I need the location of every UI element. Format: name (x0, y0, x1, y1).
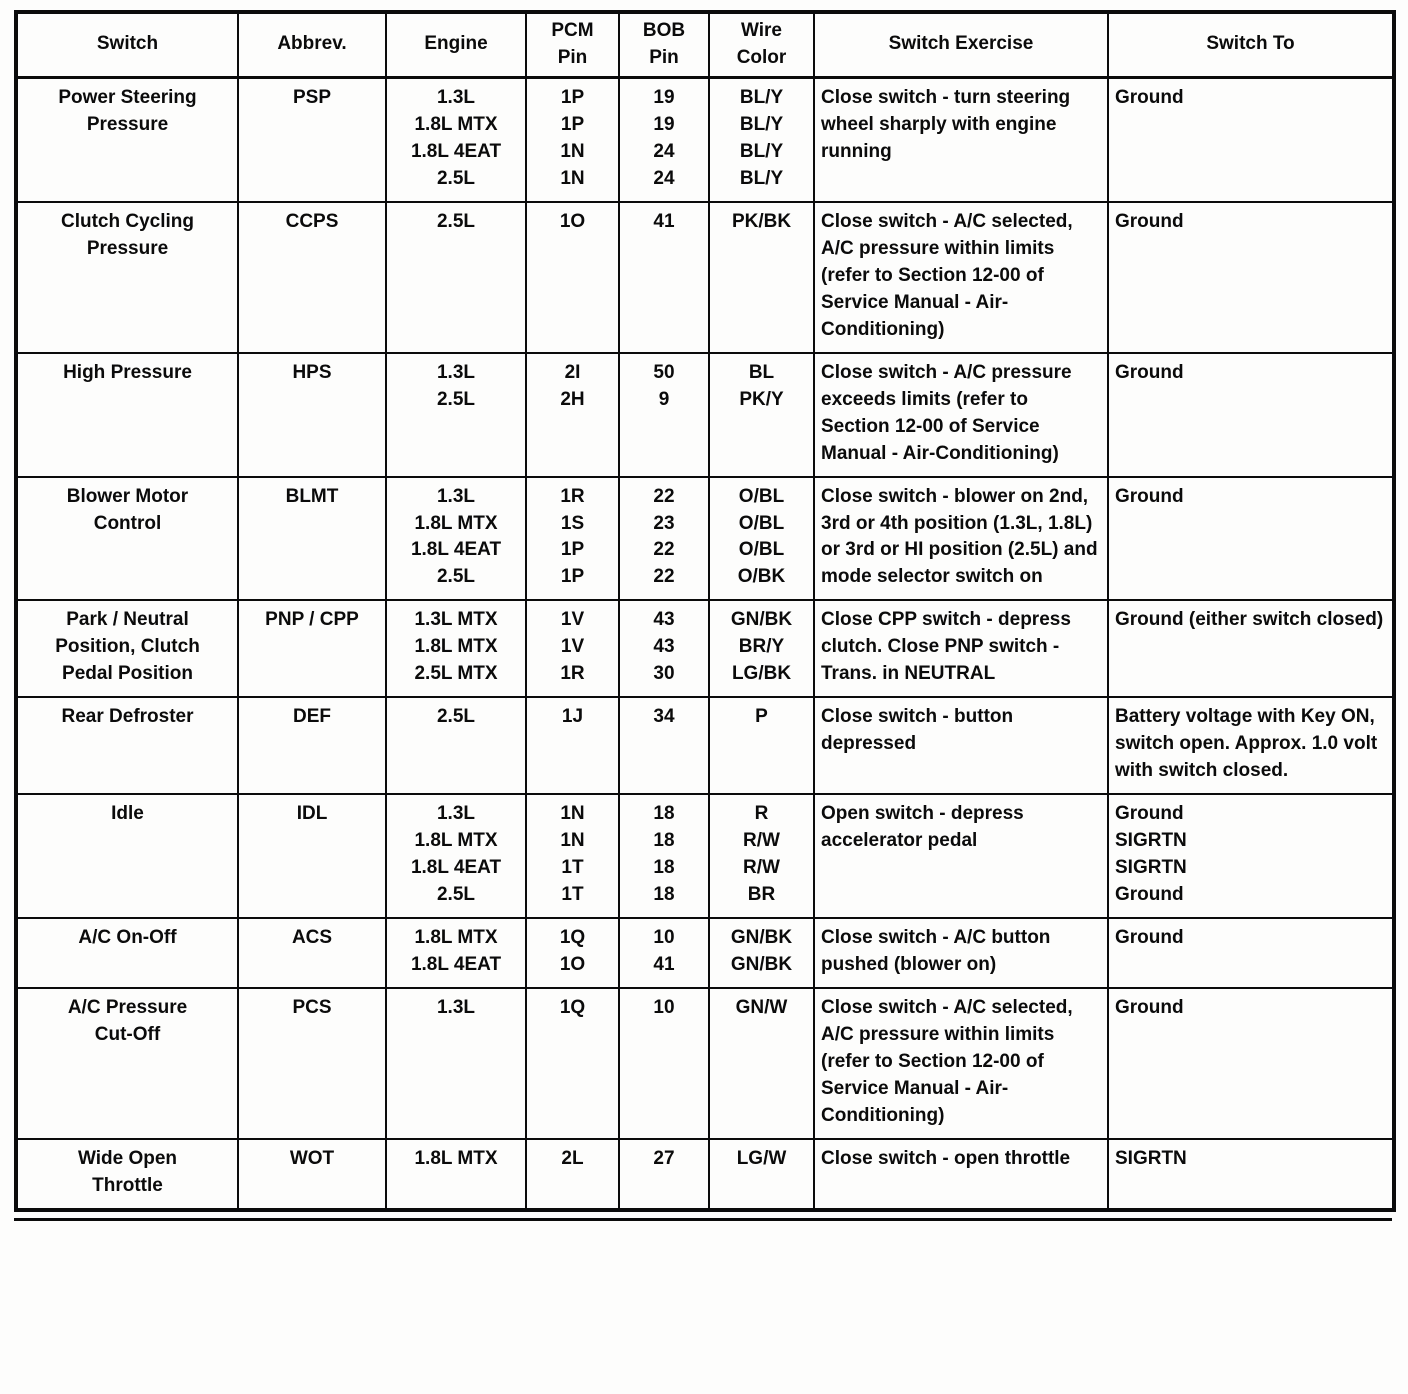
switch-exercise-cell: Close switch - A/C pressure exceeds limits (refer to Section 12-00 of Service Manual - Air-Conditioning) (814, 353, 1108, 477)
engine-cell: 2.5L (386, 202, 526, 353)
switch-exercise-cell: Close switch - button depressed (814, 697, 1108, 794)
pcm-pin-cell: 1P 1P 1N 1N (526, 77, 619, 201)
engine-cell: 1.8L MTX (386, 1139, 526, 1210)
pcm-pin-cell: 2I 2H (526, 353, 619, 477)
switch-to-cell: Ground (1108, 353, 1394, 477)
pcm-pin-cell: 2L (526, 1139, 619, 1210)
table-row (16, 600, 1394, 697)
switch-name-cell: Power Steering Pressure (16, 77, 238, 201)
wire-color-cell: PK/BK (709, 202, 814, 353)
switch-to-cell: SIGRTN (1108, 1139, 1394, 1210)
wire-color-cell: GN/BK BR/Y LG/BK (709, 600, 814, 697)
bob-pin-cell: 18 18 18 18 (619, 794, 709, 918)
engine-cell: 1.3L 1.8L MTX 1.8L 4EAT 2.5L (386, 477, 526, 601)
bob-pin-cell: 10 (619, 988, 709, 1139)
switch-exercise-cell: Close switch - A/C button pushed (blower on) (814, 918, 1108, 988)
abbrev-cell: IDL (238, 794, 386, 918)
switch-to-cell: Ground (1108, 988, 1394, 1139)
switch-name-cell: Rear Defroster (16, 697, 238, 794)
wire-color-cell: GN/W (709, 988, 814, 1139)
page-bottom-rule (14, 1218, 1392, 1221)
table-row (16, 353, 1394, 477)
switch-name-cell: Blower Motor Control (16, 477, 238, 601)
switch-exercise-cell: Close switch - open throttle (814, 1139, 1108, 1210)
bob-pin-cell: 43 43 30 (619, 600, 709, 697)
table-row (16, 697, 1394, 794)
table-row (16, 477, 1394, 601)
switch-to-cell: Ground SIGRTN SIGRTN Ground (1108, 794, 1394, 918)
wire-color-cell: P (709, 697, 814, 794)
switch-exercise-cell: Close switch - A/C selected, A/C pressure within limits (refer to Section 12-00 of Service Manual - Air-Conditioning) (814, 988, 1108, 1139)
switch-to-cell: Battery voltage with Key ON, switch open. Approx. 1.0 volt with switch closed. (1108, 697, 1394, 794)
table-row (16, 202, 1394, 353)
column-header-bob-pin: BOB Pin (619, 12, 709, 77)
wire-color-cell: O/BL O/BL O/BL O/BK (709, 477, 814, 601)
engine-cell: 1.3L 1.8L MTX 1.8L 4EAT 2.5L (386, 77, 526, 201)
column-header-engine: Engine (386, 12, 526, 77)
bob-pin-cell: 19 19 24 24 (619, 77, 709, 201)
bob-pin-cell: 34 (619, 697, 709, 794)
pcm-pin-cell: 1O (526, 202, 619, 353)
wire-color-cell: R R/W R/W BR (709, 794, 814, 918)
switch-exercise-cell: Close CPP switch - depress clutch. Close PNP switch - Trans. in NEUTRAL (814, 600, 1108, 697)
table-row (16, 988, 1394, 1139)
abbrev-cell: DEF (238, 697, 386, 794)
wire-color-cell: GN/BK GN/BK (709, 918, 814, 988)
pcm-pin-cell: 1R 1S 1P 1P (526, 477, 619, 601)
engine-cell: 1.3L 2.5L (386, 353, 526, 477)
abbrev-cell: HPS (238, 353, 386, 477)
column-header-wire-color: Wire Color (709, 12, 814, 77)
switch-name-cell: Clutch Cycling Pressure (16, 202, 238, 353)
engine-cell: 1.8L MTX 1.8L 4EAT (386, 918, 526, 988)
pcm-pin-cell: 1N 1N 1T 1T (526, 794, 619, 918)
bob-pin-cell: 50 9 (619, 353, 709, 477)
column-header-pcm-pin: PCM Pin (526, 12, 619, 77)
table-row (16, 918, 1394, 988)
table-row (16, 1139, 1394, 1210)
switch-exercise-cell: Close switch - blower on 2nd, 3rd or 4th position (1.3L, 1.8L) or 3rd or HI position (2.5L) and mode selector switch on (814, 477, 1108, 601)
switch-to-cell: Ground (1108, 477, 1394, 601)
pcm-pin-cell: 1J (526, 697, 619, 794)
switch-name-cell: Idle (16, 794, 238, 918)
abbrev-cell: CCPS (238, 202, 386, 353)
column-header-switch: Switch (16, 12, 238, 77)
wire-color-cell: BL PK/Y (709, 353, 814, 477)
switch-exercise-cell: Open switch - depress accelerator pedal (814, 794, 1108, 918)
table-row (16, 794, 1394, 918)
column-header-abbrev: Abbrev. (238, 12, 386, 77)
switch-exercise-table (14, 10, 1396, 1212)
switch-to-cell: Ground (1108, 918, 1394, 988)
column-header-switch-exercise: Switch Exercise (814, 12, 1108, 77)
switch-exercise-cell: Close switch - A/C selected, A/C pressure within limits (refer to Section 12-00 of Service Manual - Air-Conditioning) (814, 202, 1108, 353)
switch-name-cell: A/C Pressure Cut-Off (16, 988, 238, 1139)
pcm-pin-cell: 1Q (526, 988, 619, 1139)
pcm-pin-cell: 1Q 1O (526, 918, 619, 988)
engine-cell: 1.3L MTX 1.8L MTX 2.5L MTX (386, 600, 526, 697)
switch-exercise-cell: Close switch - turn steering wheel sharply with engine running (814, 77, 1108, 201)
abbrev-cell: ACS (238, 918, 386, 988)
abbrev-cell: BLMT (238, 477, 386, 601)
switch-to-cell: Ground (either switch closed) (1108, 600, 1394, 697)
switch-to-cell: Ground (1108, 77, 1394, 201)
engine-cell: 1.3L 1.8L MTX 1.8L 4EAT 2.5L (386, 794, 526, 918)
switch-name-cell: Park / Neutral Position, Clutch Pedal Position (16, 600, 238, 697)
bob-pin-cell: 27 (619, 1139, 709, 1210)
engine-cell: 2.5L (386, 697, 526, 794)
abbrev-cell: PNP / CPP (238, 600, 386, 697)
abbrev-cell: WOT (238, 1139, 386, 1210)
column-header-switch-to: Switch To (1108, 12, 1394, 77)
wire-color-cell: BL/Y BL/Y BL/Y BL/Y (709, 77, 814, 201)
bob-pin-cell: 22 23 22 22 (619, 477, 709, 601)
wire-color-cell: LG/W (709, 1139, 814, 1210)
switch-name-cell: A/C On-Off (16, 918, 238, 988)
table-header-row (16, 12, 1394, 77)
switch-name-cell: Wide Open Throttle (16, 1139, 238, 1210)
switch-to-cell: Ground (1108, 202, 1394, 353)
table-row (16, 77, 1394, 201)
abbrev-cell: PSP (238, 77, 386, 201)
abbrev-cell: PCS (238, 988, 386, 1139)
bob-pin-cell: 10 41 (619, 918, 709, 988)
engine-cell: 1.3L (386, 988, 526, 1139)
switch-name-cell: High Pressure (16, 353, 238, 477)
pcm-pin-cell: 1V 1V 1R (526, 600, 619, 697)
bob-pin-cell: 41 (619, 202, 709, 353)
